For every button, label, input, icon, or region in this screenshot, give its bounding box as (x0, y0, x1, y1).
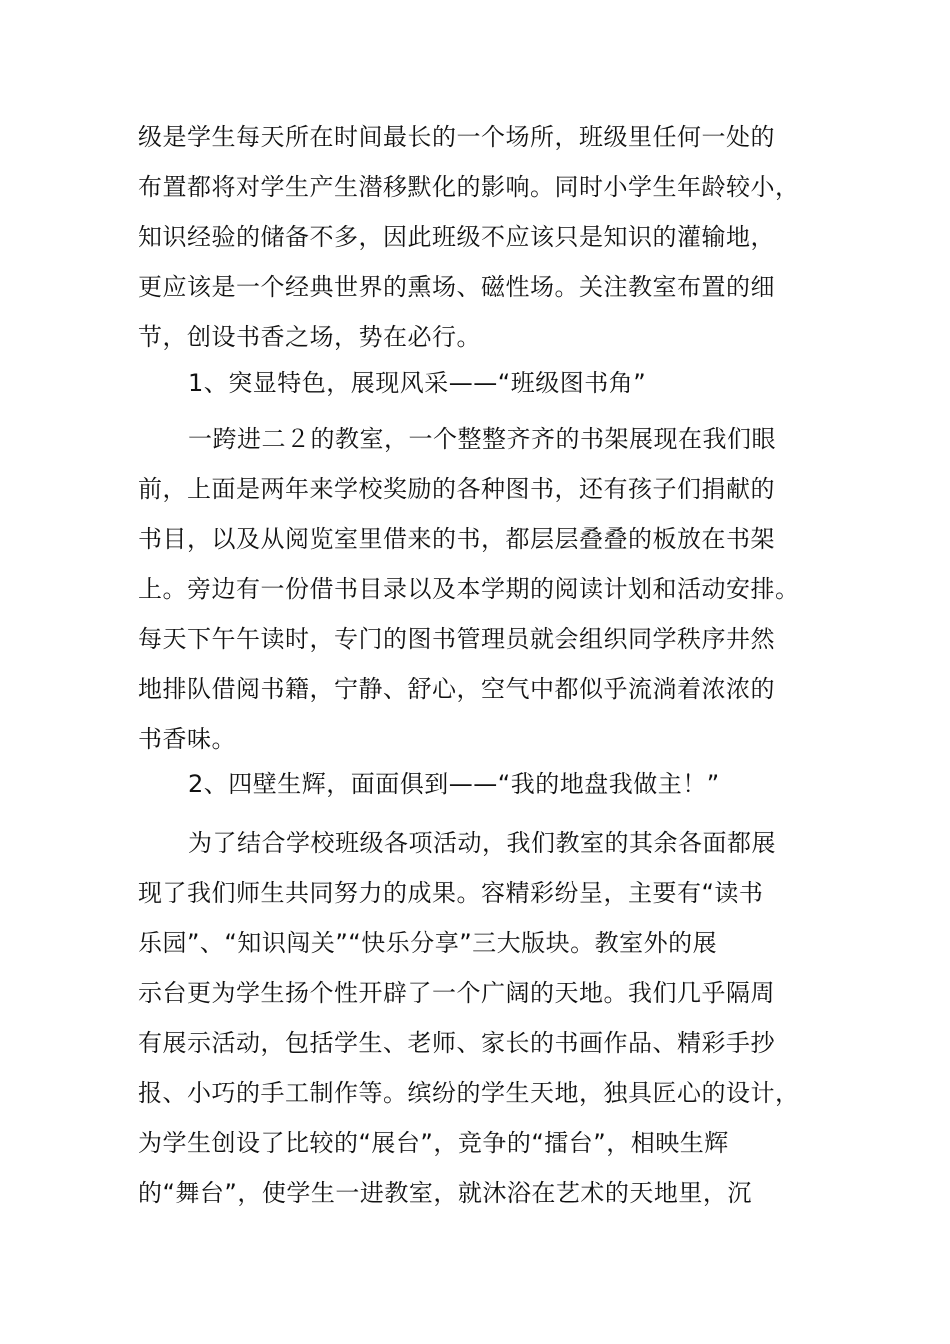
section-heading: 2、四壁生辉，面面俱到——“我的地盘我做主！” (188, 770, 720, 798)
paragraph-line: 上。旁边有一份借书目录以及本学期的阅读计划和活动安排。 (138, 575, 800, 603)
paragraph-line: 更应该是一个经典世界的熏场、磁性场。关注教室布置的细 (138, 273, 775, 301)
paragraph-line: 地排队借阅书籍，宁静、舒心，空气中都似乎流淌着浓浓的 (138, 675, 775, 703)
paragraph-line: 书目，以及从阅览室里借来的书，都层层叠叠的板放在书架 (138, 525, 775, 553)
paragraph-line: 报、小巧的手工制作等。缤纷的学生天地，独具匠心的设计， (138, 1079, 800, 1107)
paragraph-line: 布置都将对学生产生潜移默化的影响。同时小学生年龄较小， (138, 173, 800, 201)
paragraph-line: 每天下午午读时，专门的图书管理员就会组织同学秩序井然 (138, 625, 775, 653)
paragraph-line: 知识经验的储备不多，因此班级不应该只是知识的灌输地， (138, 223, 775, 251)
paragraph-line: 前，上面是两年来学校奖励的各种图书，还有孩子们捐献的 (138, 475, 775, 503)
paragraph-line: 为了结合学校班级各项活动，我们教室的其余各面都展 (188, 829, 776, 857)
paragraph-line: 级是学生每天所在时间最长的一个场所，班级里任何一处的 (138, 123, 775, 151)
paragraph-line: 示台更为学生扬个性开辟了一个广阔的天地。我们几乎隔周 (138, 979, 775, 1007)
paragraph-line: 的“舞台”，使学生一进教室，就沐浴在艺术的天地里，沉 (138, 1179, 752, 1207)
paragraph-line: 一跨进二２的教室，一个整整齐齐的书架展现在我们眼 (188, 425, 776, 453)
paragraph-line: 书香味。 (138, 725, 236, 753)
paragraph-line: 现了我们师生共同努力的成果。容精彩纷呈，主要有“读书 (138, 879, 764, 907)
paragraph-line: 节，创设书香之场，势在必行。 (138, 323, 481, 351)
paragraph-line: 乐园”、“知识闯关”“快乐分享”三大版块。教室外的展 (138, 929, 718, 957)
section-heading: 1、突显特色，展现风采——“班级图书角” (188, 369, 647, 397)
paragraph-line: 为学生创设了比较的“展台”，竞争的“擂台”，相映生辉 (138, 1129, 729, 1157)
paragraph-line: 有展示活动，包括学生、老师、家长的书画作品、精彩手抄 (138, 1029, 775, 1057)
